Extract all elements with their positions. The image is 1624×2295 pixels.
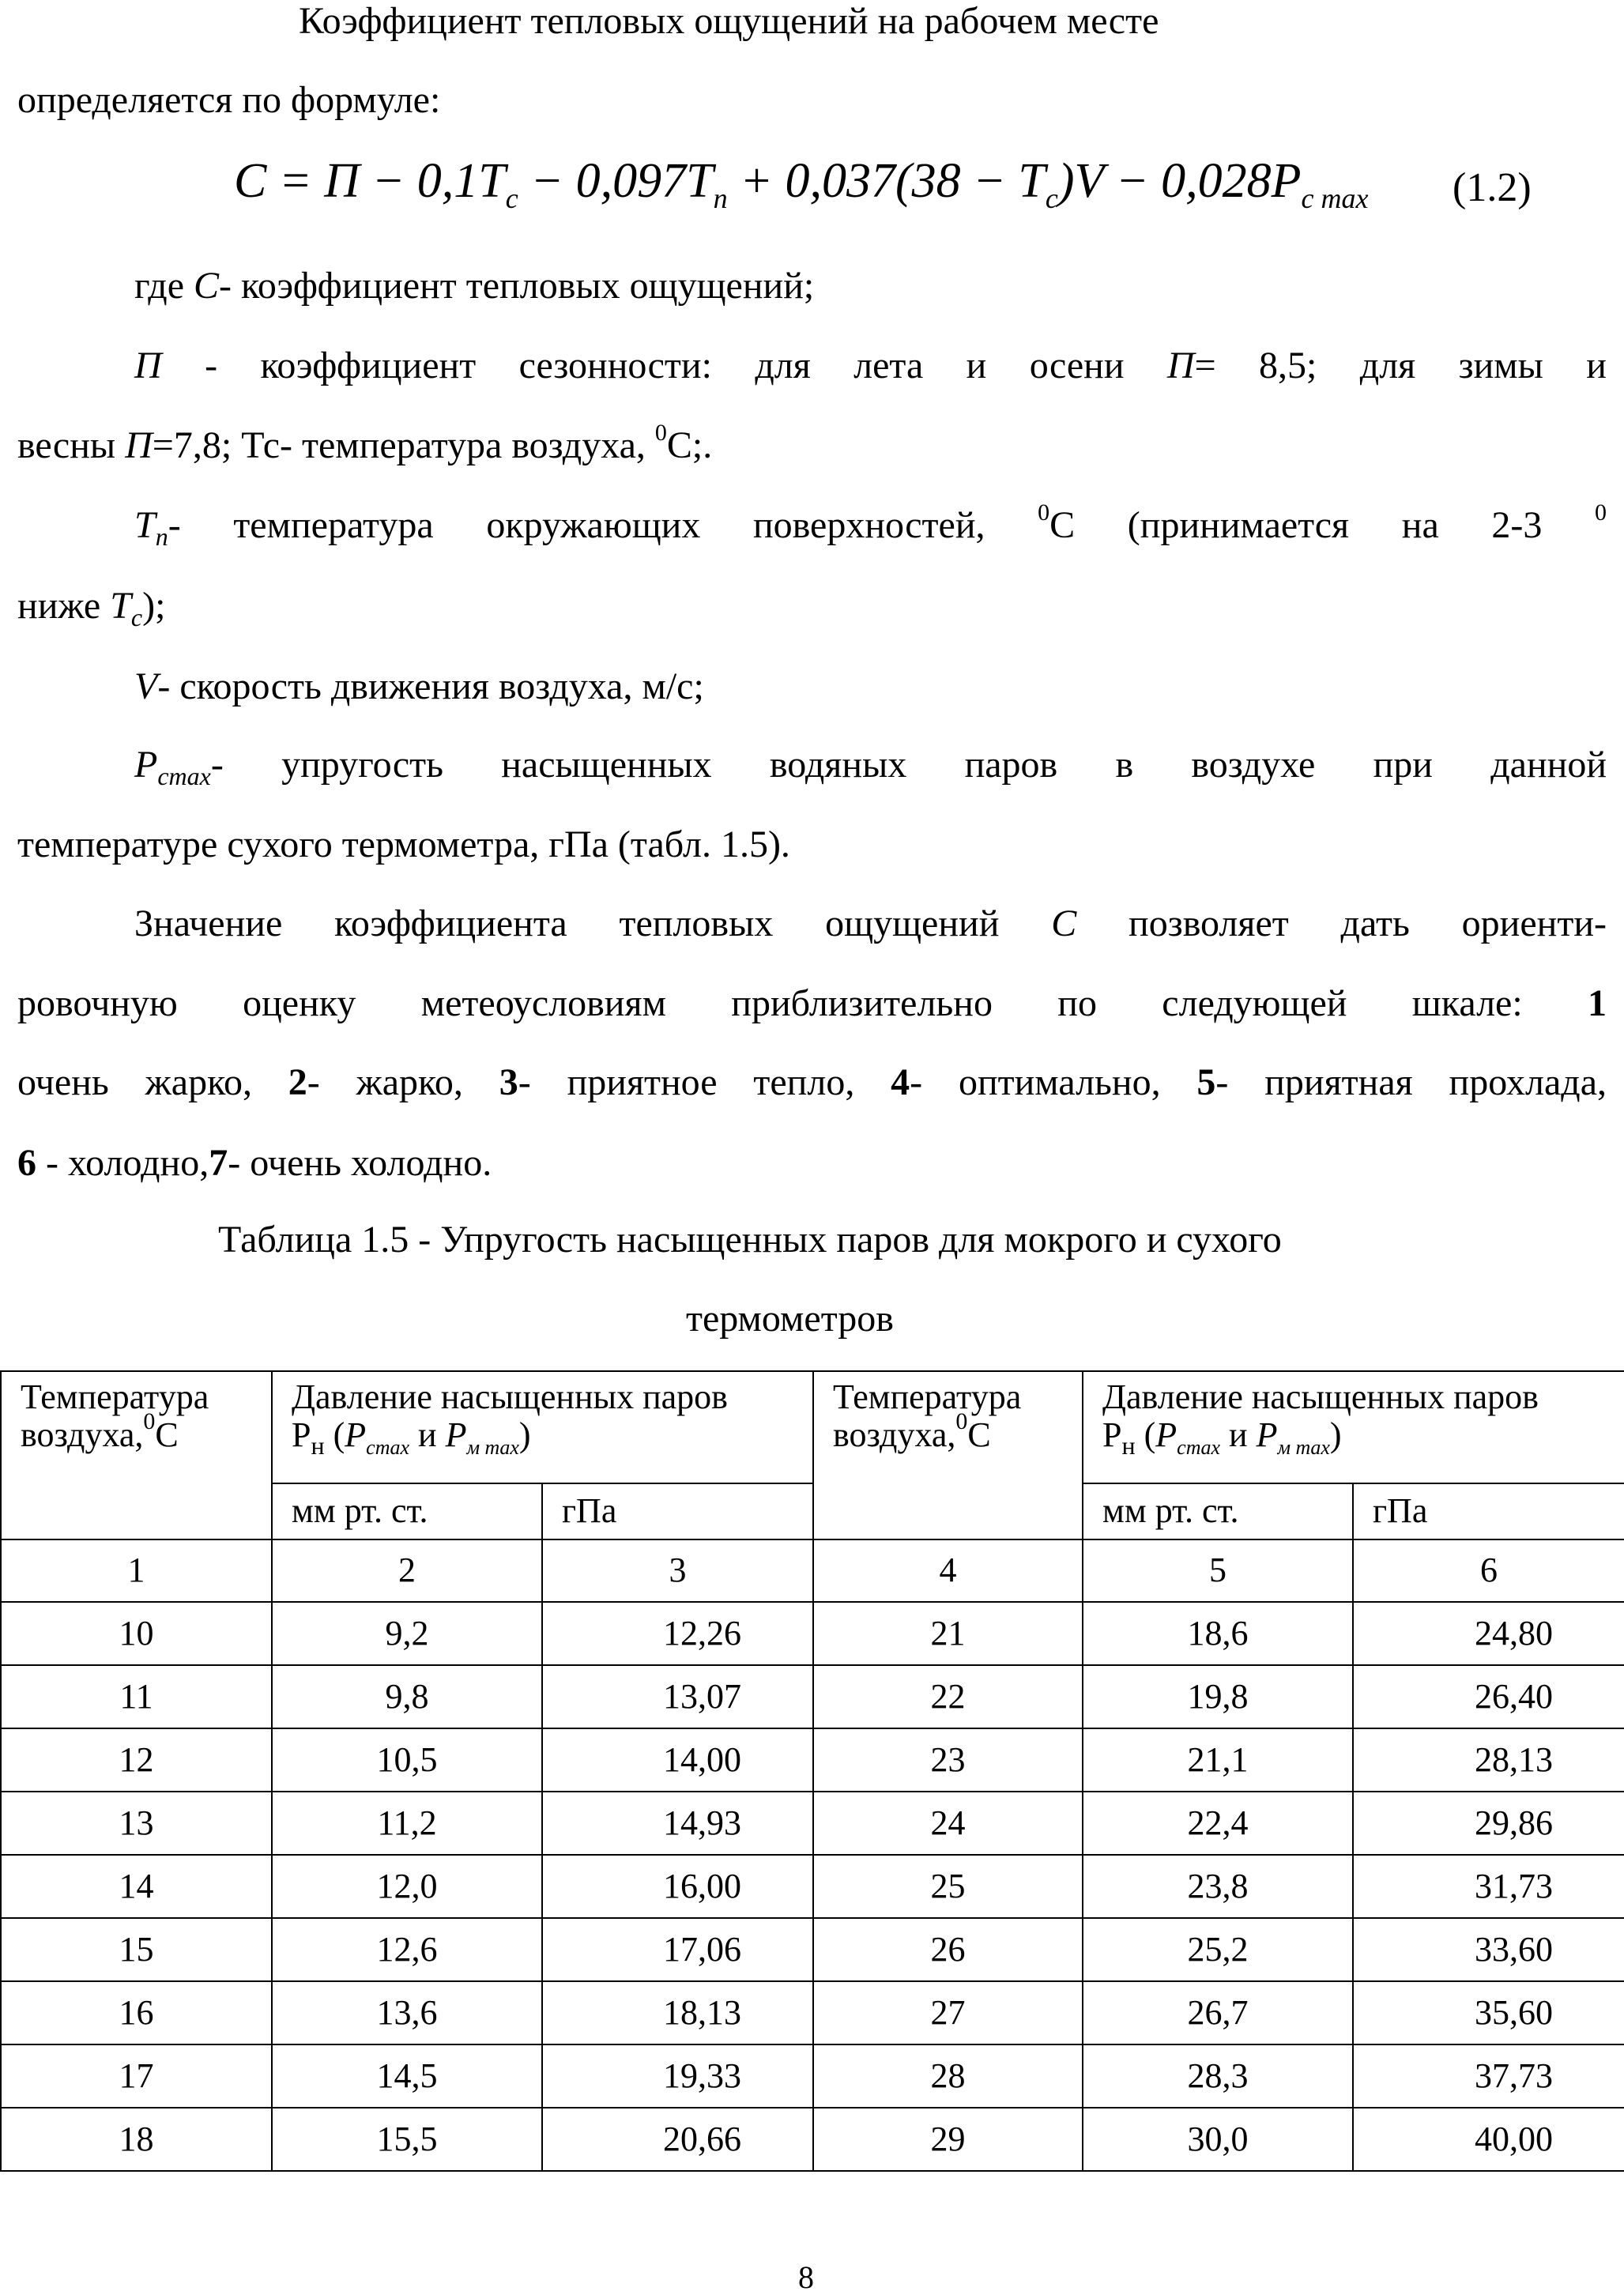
def-pc-sub: cmax [157,762,211,790]
header-pressure-p: Р [292,1415,311,1455]
scale-num-4: 4 [891,1061,910,1103]
def-tn-line-1 [134,499,1607,551]
def-tc-sub: c [130,603,143,631]
scale-line-2 [17,982,1607,1024]
def-v-line [134,665,704,707]
temp-cell: 25 [813,1855,1083,1918]
mm-cell: 30,0 [1083,2108,1353,2171]
gpa-cell: 33,60 [1353,1918,1624,1981]
gpa-cell: 16,00 [542,1855,813,1918]
header-temp-line1: Температура [21,1377,209,1416]
temp-cell: 29 [813,2108,1083,2171]
def-tn-symbol: T [134,504,156,546]
scale-text-10: - очень холодно. [228,1142,492,1184]
header-temp-unit: С [155,1415,179,1455]
degree-mark: 0 [143,1408,156,1435]
def-tn-sub: n [155,522,168,551]
intro-line-1 [299,2,1159,40]
intro-text-1: Коэффициент тепловых ощущений на рабочем месте [299,0,1159,42]
header-pressure-p-sub: н [311,1431,325,1460]
temp-cell: 16 [1,1981,272,2044]
def-c-symbol: C [194,265,220,307]
mm-cell: 19,8 [1083,1665,1353,1728]
scale-text-4: очень жарко, [17,1061,288,1103]
scale-text-3: ровочную оценку метеоусловиям приблизительно по следующей шкале: [17,982,1588,1024]
def-p-line-1 [134,347,1607,385]
def-pc-text-1: - упругость насыщенных водяных паров в воздухе при данной [210,744,1607,786]
temp-cell: 11 [1,1665,272,1728]
def-pc-line-2 [17,823,790,865]
table-row [1,1981,1624,2044]
gpa-cell: 37,73 [1353,2044,1624,2108]
header-pressure-right [1083,1371,1624,1483]
gpa-cell: 29,86 [1353,1792,1624,1855]
table-row [1,1855,1624,1918]
def-p-line-2 [17,420,713,466]
formula-part-2: − 0,097T [518,154,714,208]
header-gpa-right: гПа [1353,1483,1624,1539]
degree-mark: 0 [1595,499,1607,526]
def-p-symbol-2: П [1166,345,1195,386]
temp-cell: 12 [1,1728,272,1792]
mm-cell: 9,2 [272,1602,542,1665]
formula-sub-2: n [713,183,728,214]
header-pressure-open: ( [324,1415,345,1455]
scale-num-5: 5 [1196,1061,1216,1103]
header-gpa-left: гПа [542,1483,813,1539]
gpa-cell: 26,40 [1353,1665,1624,1728]
scale-text-2: позволяет дать ориенти- [1076,903,1607,944]
degree-mark: 0 [1038,499,1050,526]
table-row [1,1602,1624,1665]
table-row [1,1918,1624,1981]
scale-num-6: 6 [17,1142,36,1184]
temp-cell: 24 [813,1792,1083,1855]
formula-sub-1: c [505,183,518,214]
mm-cell: 15,5 [272,2108,542,2171]
temp-cell: 22 [813,1665,1083,1728]
def-pc-symbol: P [134,744,158,786]
header-pressure-sym2: P [445,1415,467,1455]
mm-cell: 10,5 [272,1728,542,1792]
header-pressure-sym2-sub: м max [466,1436,519,1460]
table-row [1,1728,1624,1792]
header-pressure-line1: Давление насыщенных паров [292,1377,728,1416]
table-row [1,1792,1624,1855]
temp-cell: 13 [1,1792,272,1855]
column-number: 3 [542,1539,813,1602]
temp-cell: 28 [813,2044,1083,2108]
mm-cell: 14,5 [272,2044,542,2108]
mm-cell: 22,4 [1083,1792,1353,1855]
def-p-symbol: П [134,345,162,386]
mm-cell: 21,1 [1083,1728,1353,1792]
header-pressure-line1: Давление насыщенных паров [1102,1377,1539,1416]
scale-num-3: 3 [499,1061,518,1103]
formula-1-2 [234,154,1369,214]
def-p-text-3: весны [17,424,126,466]
def-tn-text-1: - температура окружающих поверхностей, [168,504,1038,546]
def-c-line [134,267,814,305]
def-p-text-5: С;. [666,424,713,466]
column-number: 2 [272,1539,542,1602]
scale-symbol: С [1051,903,1077,944]
def-c-where: где [134,265,194,307]
gpa-cell: 20,66 [542,2108,813,2171]
intro-line-2 [17,81,440,119]
temp-cell: 23 [813,1728,1083,1792]
header-pressure-sym1: P [1155,1415,1177,1455]
gpa-cell: 31,73 [1353,1855,1624,1918]
formula-sub-3: c [1045,183,1058,214]
def-c-text: - коэффициент тепловых ощущений; [219,265,815,307]
gpa-cell: 19,33 [542,2044,813,2108]
temp-cell: 26 [813,1918,1083,1981]
mm-cell: 26,7 [1083,1981,1353,2044]
table-column-numbers [1,1539,1624,1602]
formula-number: (1.2) [1453,165,1532,210]
column-number: 1 [1,1539,272,1602]
degree-mark: 0 [955,1408,968,1435]
gpa-cell: 17,06 [542,1918,813,1981]
temp-cell: 10 [1,1602,272,1665]
header-pressure-p: Р [1102,1415,1122,1455]
scale-line-4 [17,1144,492,1182]
header-pressure-close: ) [1329,1415,1342,1455]
header-pressure-left [272,1371,813,1483]
mm-cell: 18,6 [1083,1602,1353,1665]
gpa-cell: 14,93 [542,1792,813,1855]
temp-cell: 17 [1,2044,272,2108]
header-temp-left [1,1371,272,1539]
def-pc-text-2: температуре сухого термометра, гПа (табл. 1.5). [17,823,790,865]
formula-sub-4: c max [1301,183,1369,214]
scale-line-1 [134,905,1607,943]
def-tn-line-2 [17,585,166,631]
table-row [1,2108,1624,2171]
def-tn-text-3: ниже [17,585,111,627]
scale-num-1: 1 [1588,982,1607,1024]
mm-cell: 12,6 [272,1918,542,1981]
degree-mark: 0 [654,420,667,446]
formula-part-4: )V − 0,028P [1057,154,1302,208]
temp-cell: 18 [1,2108,272,2171]
temp-cell: 15 [1,1918,272,1981]
gpa-cell: 14,00 [542,1728,813,1792]
header-pressure-close: ) [518,1415,531,1455]
temp-cell: 27 [813,1981,1083,2044]
header-temp-right [813,1371,1083,1539]
mm-cell: 13,6 [272,1981,542,2044]
def-p-symbol-3: П [125,424,153,466]
header-pressure-and: и [409,1415,446,1455]
temp-cell: 21 [813,1602,1083,1665]
scale-text-6: - приятное тепло, [518,1061,891,1103]
header-pressure-sym1-sub: cmax [1177,1436,1221,1460]
mm-cell: 11,2 [272,1792,542,1855]
scale-text-1: Значение коэффициента тепловых ощущений [134,903,1052,944]
intro-text-2: определяется по формуле: [17,79,441,121]
def-v-symbol: V [134,665,158,707]
mm-cell: 9,8 [272,1665,542,1728]
mm-cell: 12,0 [272,1855,542,1918]
column-number: 5 [1083,1539,1353,1602]
table-caption-1: Таблица 1.5 - Упругость насыщенных паров для мокрого и сухого [218,1219,1282,1261]
column-number: 6 [1353,1539,1624,1602]
temp-cell: 14 [1,1855,272,1918]
table-caption-2: термометров [686,1298,894,1340]
header-temp-line1: Температура [833,1377,1022,1416]
header-temp-line2: воздуха, [21,1415,144,1455]
header-pressure-sym1: P [345,1415,367,1455]
table-header-row-1 [1,1371,1624,1483]
gpa-cell: 35,60 [1353,1981,1624,2044]
header-pressure-sym2: P [1256,1415,1278,1455]
scale-num-2: 2 [288,1061,307,1103]
header-temp-unit: С [967,1415,991,1455]
gpa-cell: 12,26 [542,1602,813,1665]
scale-text-8: - приятная прохлада, [1215,1061,1607,1103]
header-pressure-sym2-sub: м max [1277,1436,1330,1460]
formula-part-3: + 0,037(38 − T [727,154,1046,208]
formula-part-1: C = П − 0,1T [234,154,506,208]
mm-cell: 25,2 [1083,1918,1353,1981]
mm-cell: 23,8 [1083,1855,1353,1918]
header-pressure-and: и [1220,1415,1257,1455]
gpa-cell: 28,13 [1353,1728,1624,1792]
def-tn-text-2: С (принимается на 2-3 [1049,504,1595,546]
table-row [1,2044,1624,2108]
def-tc-symbol: T [110,585,131,627]
gpa-cell: 13,07 [542,1665,813,1728]
gpa-cell: 24,80 [1353,1602,1624,1665]
table-row [1,1665,1624,1728]
gpa-cell: 40,00 [1353,2108,1624,2171]
def-p-text-1: - коэффициент сезонности: для лета и осени [161,345,1167,386]
vapor-pressure-table [0,1370,1624,2172]
scale-text-7: - оптимально, [910,1061,1197,1103]
def-pc-line-1 [134,744,1607,790]
header-temp-line2: воздуха, [833,1415,956,1455]
scale-text-5: - жарко, [307,1061,499,1103]
page-number: 8 [798,2259,814,2295]
header-pressure-sym1-sub: cmax [366,1436,410,1460]
mm-cell: 28,3 [1083,2044,1353,2108]
header-mm-left: мм рт. ст. [272,1483,542,1539]
gpa-cell: 18,13 [542,1981,813,2044]
header-pressure-p-sub: н [1121,1431,1136,1460]
scale-num-7: 7 [209,1142,228,1184]
scale-line-3 [17,1061,1607,1103]
scale-text-9: - холодно, [36,1142,209,1184]
def-tn-text-4: ); [142,585,166,627]
def-p-text-4: =7,8; Тс- температура воздуха, [152,424,655,466]
def-p-text-2: = 8,5; для зимы и [1194,345,1607,386]
column-number: 4 [813,1539,1083,1602]
header-mm-right: мм рт. ст. [1083,1483,1353,1539]
header-pressure-open: ( [1135,1415,1156,1455]
def-v-text: - скорость движения воздуха, м/с; [157,665,704,707]
